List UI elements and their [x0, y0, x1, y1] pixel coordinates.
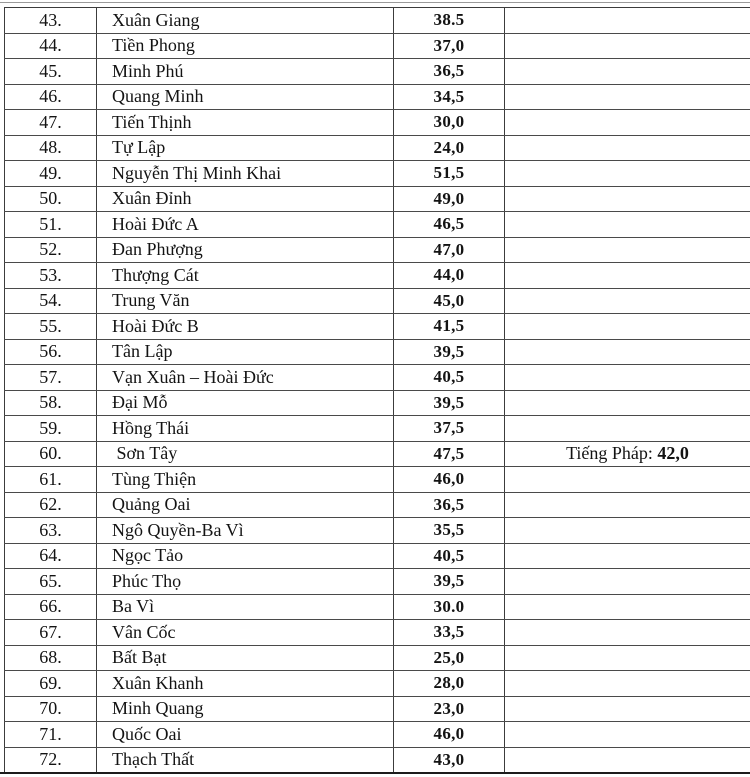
note-cell	[505, 34, 750, 59]
row-number: 45.	[4, 59, 97, 84]
row-number: 59.	[4, 416, 97, 441]
note-cell	[505, 595, 750, 620]
school-name: Phúc Thọ	[97, 569, 394, 594]
score-value: 23,0	[394, 697, 505, 722]
note-cell	[505, 442, 750, 467]
score-value: 40,5	[394, 365, 505, 390]
note-cell	[505, 238, 750, 263]
school-name: Tùng Thiện	[97, 467, 394, 492]
school-name: Hoài Đức B	[97, 314, 394, 339]
table-row	[4, 722, 750, 748]
score-value: 37,0	[394, 34, 505, 59]
school-name: Vạn Xuân – Hoài Đức	[97, 365, 394, 390]
school-name: Ngọc Tảo	[97, 544, 394, 569]
score-value: 36,5	[394, 59, 505, 84]
score-value: 44,0	[394, 263, 505, 288]
school-name: Vân Cốc	[97, 620, 394, 645]
school-name: Thượng Cát	[97, 263, 394, 288]
score-value: 33,5	[394, 620, 505, 645]
row-number: 65.	[4, 569, 97, 594]
school-name: Thạch Thất	[97, 748, 394, 773]
table-row	[4, 416, 750, 442]
row-number: 48.	[4, 136, 97, 161]
row-number: 43.	[4, 8, 97, 33]
score-value: 40,5	[394, 544, 505, 569]
score-value: 47,0	[394, 238, 505, 263]
score-value: 37,5	[394, 416, 505, 441]
partial-row-top-border	[0, 2, 750, 3]
table-row	[4, 340, 750, 366]
note-cell	[505, 8, 750, 33]
row-number: 53.	[4, 263, 97, 288]
score-value: 49,0	[394, 187, 505, 212]
row-number: 68.	[4, 646, 97, 671]
table-row	[4, 34, 750, 60]
row-number: 56.	[4, 340, 97, 365]
score-value: 45,0	[394, 289, 505, 314]
score-table	[4, 7, 750, 773]
row-number: 52.	[4, 238, 97, 263]
note-cell	[505, 620, 750, 645]
score-value: 24,0	[394, 136, 505, 161]
note-cell	[505, 722, 750, 747]
school-name: Xuân Đỉnh	[97, 187, 394, 212]
score-value: 30,0	[394, 110, 505, 135]
score-value: 30.0	[394, 595, 505, 620]
score-value: 38.5	[394, 8, 505, 33]
table-row	[4, 85, 750, 111]
row-number: 71.	[4, 722, 97, 747]
score-value: 43,0	[394, 748, 505, 773]
table-row	[4, 314, 750, 340]
table-row	[4, 620, 750, 646]
score-value: 51,5	[394, 161, 505, 186]
note-cell	[505, 314, 750, 339]
row-number: 51.	[4, 212, 97, 237]
school-name: Tiến Thịnh	[97, 110, 394, 135]
note-cell	[505, 671, 750, 696]
table-row	[4, 748, 750, 774]
score-value: 25,0	[394, 646, 505, 671]
score-value: 28,0	[394, 671, 505, 696]
school-name: Đan Phượng	[97, 238, 394, 263]
row-number: 49.	[4, 161, 97, 186]
row-number: 66.	[4, 595, 97, 620]
partial-row-bottom	[0, 772, 750, 777]
school-name: Xuân Giang	[97, 8, 394, 33]
school-name: Hồng Thái	[97, 416, 394, 441]
score-value: 34,5	[394, 85, 505, 110]
school-name: Xuân Khanh	[97, 671, 394, 696]
school-name: Tân Lập	[97, 340, 394, 365]
school-name: Ngô Quyền-Ba Vì	[97, 518, 394, 543]
table-row	[4, 110, 750, 136]
note-cell	[505, 748, 750, 773]
note-cell	[505, 467, 750, 492]
table-row	[4, 212, 750, 238]
row-number: 57.	[4, 365, 97, 390]
score-value: 41,5	[394, 314, 505, 339]
note-cell	[505, 416, 750, 441]
row-number: 46.	[4, 85, 97, 110]
school-name: Sơn Tây	[97, 442, 394, 467]
school-name: Ba Vì	[97, 595, 394, 620]
note-cell	[505, 136, 750, 161]
table-row	[4, 59, 750, 85]
table-row	[4, 569, 750, 595]
note-cell	[505, 340, 750, 365]
school-name: Nguyễn Thị Minh Khai	[97, 161, 394, 186]
table-row	[4, 467, 750, 493]
note-label: Tiếng Pháp:	[566, 443, 658, 464]
table-row	[4, 493, 750, 519]
school-name: Trung Văn	[97, 289, 394, 314]
score-value: 46,0	[394, 722, 505, 747]
score-value: 47,5	[394, 442, 505, 467]
row-number: 60.	[4, 442, 97, 467]
school-name: Đại Mỗ	[97, 391, 394, 416]
note-cell	[505, 391, 750, 416]
note-cell	[505, 646, 750, 671]
table-row	[4, 161, 750, 187]
table-row	[4, 697, 750, 723]
table-row	[4, 442, 750, 468]
table-row	[4, 595, 750, 621]
row-number: 67.	[4, 620, 97, 645]
table-row	[4, 187, 750, 213]
note-cell	[505, 697, 750, 722]
score-value: 39,5	[394, 569, 505, 594]
row-number: 55.	[4, 314, 97, 339]
note-cell	[505, 518, 750, 543]
school-name: Tự Lập	[97, 136, 394, 161]
note-cell	[505, 187, 750, 212]
score-value: 46,0	[394, 467, 505, 492]
note-score: 42,0	[657, 443, 689, 464]
school-name: Tiền Phong	[97, 34, 394, 59]
row-number: 72.	[4, 748, 97, 773]
table-row	[4, 289, 750, 315]
row-number: 69.	[4, 671, 97, 696]
row-number: 64.	[4, 544, 97, 569]
note-cell	[505, 212, 750, 237]
row-number: 63.	[4, 518, 97, 543]
table-row	[4, 671, 750, 697]
table-row	[4, 391, 750, 417]
school-name: Minh Phú	[97, 59, 394, 84]
note-cell	[505, 544, 750, 569]
school-name: Minh Quang	[97, 697, 394, 722]
school-name: Hoài Đức A	[97, 212, 394, 237]
note-cell	[505, 289, 750, 314]
table-row	[4, 646, 750, 672]
row-number: 44.	[4, 34, 97, 59]
table-row	[4, 263, 750, 289]
note-cell	[505, 59, 750, 84]
score-value: 39,5	[394, 391, 505, 416]
score-value: 46,5	[394, 212, 505, 237]
school-name: Quang Minh	[97, 85, 394, 110]
row-number: 70.	[4, 697, 97, 722]
score-value: 39,5	[394, 340, 505, 365]
table-row	[4, 8, 750, 34]
row-number: 47.	[4, 110, 97, 135]
score-value: 35,5	[394, 518, 505, 543]
row-number: 58.	[4, 391, 97, 416]
school-name: Quảng Oai	[97, 493, 394, 518]
note-cell	[505, 263, 750, 288]
row-number: 54.	[4, 289, 97, 314]
note-cell	[505, 161, 750, 186]
note-cell	[505, 110, 750, 135]
table-row	[4, 365, 750, 391]
note-cell	[505, 493, 750, 518]
table-row	[4, 136, 750, 162]
school-name: Quốc Oai	[97, 722, 394, 747]
school-name: Bất Bạt	[97, 646, 394, 671]
note-cell	[505, 85, 750, 110]
table-row	[4, 544, 750, 570]
note-cell	[505, 365, 750, 390]
score-value: 36,5	[394, 493, 505, 518]
row-number: 62.	[4, 493, 97, 518]
note-cell	[505, 569, 750, 594]
row-number: 50.	[4, 187, 97, 212]
table-row	[4, 238, 750, 264]
row-number: 61.	[4, 467, 97, 492]
table-row	[4, 518, 750, 544]
